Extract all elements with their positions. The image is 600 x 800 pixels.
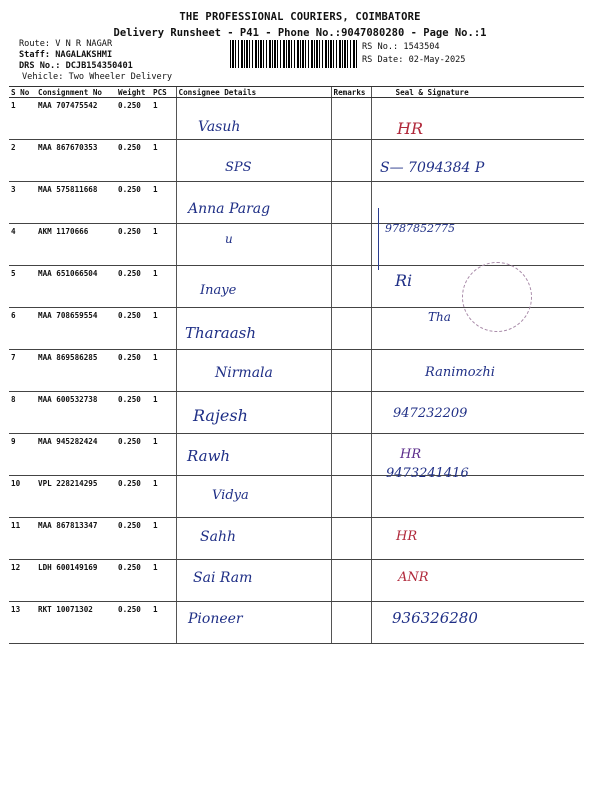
handwritten-signature: Ri (395, 271, 413, 290)
row-sno: 11 (9, 518, 36, 560)
handwritten-consignee-name: Sahh (200, 529, 236, 545)
col-weight-header: Weight (116, 87, 151, 98)
row-sno: 1 (9, 98, 36, 140)
barcode (230, 40, 358, 68)
row-weight: 0.250 (116, 308, 151, 350)
route-text: Route: V N R NAGAR (19, 39, 113, 49)
row-remarks-cell (331, 434, 371, 476)
handwritten-consignee-name: SPS (225, 160, 252, 175)
row-consignment-no: MAA 708659554 (36, 308, 116, 350)
row-sno: 5 (9, 266, 36, 308)
row-consignment-no: MAA 945282424 (36, 434, 116, 476)
runsheet-subtitle: Delivery Runsheet - P41 - Phone No.:9047080280 - Page No.:1 (113, 27, 487, 39)
row-sno: 10 (9, 476, 36, 518)
row-remarks-cell (331, 518, 371, 560)
ink-bracket-line (378, 208, 379, 270)
table-row (9, 434, 584, 476)
vehicle-text: Vehicle: Two Wheeler Delivery (22, 72, 173, 82)
row-pcs: 1 (151, 602, 176, 644)
row-weight: 0.250 (116, 602, 151, 644)
row-consignment-no: MAA 869586285 (36, 350, 116, 392)
row-pcs: 1 (151, 518, 176, 560)
staff-text: Staff: NAGALAKSHMI (19, 50, 113, 60)
row-consignment-no: AKM 1170666 (36, 224, 116, 266)
handwritten-signature: HR (396, 529, 418, 544)
row-weight: 0.250 (116, 350, 151, 392)
row-signature-cell (371, 476, 584, 518)
row-weight: 0.250 (116, 392, 151, 434)
rs-date-text: RS Date: 02-May-2025 (362, 55, 466, 65)
handwritten-consignee-name: Sai Ram (193, 570, 253, 586)
table-row (9, 476, 584, 518)
rs-no-text: RS No.: 1543504 (362, 42, 440, 52)
row-remarks-cell (331, 266, 371, 308)
handwritten-signature: 9787852775 (385, 222, 455, 235)
col-signature-header: Seal & Signature (371, 87, 584, 98)
row-sno: 9 (9, 434, 36, 476)
row-remarks-cell (331, 476, 371, 518)
col-consignment-header: Consignment No (36, 87, 116, 98)
handwritten-signature: 9473241416 (386, 466, 469, 481)
row-weight: 0.250 (116, 476, 151, 518)
row-sno: 6 (9, 308, 36, 350)
handwritten-consignee-name: u (225, 232, 233, 246)
drs-text: DRS No.: DCJB154350401 (19, 61, 133, 71)
table-row (9, 224, 584, 266)
handwritten-consignee-name: Vidya (212, 488, 249, 503)
handwritten-signature: 936326280 (392, 609, 478, 627)
row-consignment-no: MAA 867813347 (36, 518, 116, 560)
row-remarks-cell (331, 560, 371, 602)
handwritten-consignee-name: Rawh (187, 447, 231, 465)
row-sno: 3 (9, 182, 36, 224)
row-weight: 0.250 (116, 224, 151, 266)
handwritten-signature: 947232209 (393, 406, 468, 421)
row-consignment-no: MAA 575811668 (36, 182, 116, 224)
company-title: THE PROFESSIONAL COURIERS, COIMBATORE (179, 11, 421, 23)
row-pcs: 1 (151, 350, 176, 392)
handwritten-signature: Tha (428, 310, 451, 324)
col-sno-header: S No (9, 87, 36, 98)
table-row (9, 392, 584, 434)
row-weight: 0.250 (116, 182, 151, 224)
row-sno: 7 (9, 350, 36, 392)
row-consignment-no: MAA 651066504 (36, 266, 116, 308)
row-remarks-cell (331, 392, 371, 434)
col-remarks-header: Remarks (331, 87, 371, 98)
row-consignment-no: MAA 600532738 (36, 392, 116, 434)
row-pcs: 1 (151, 308, 176, 350)
row-pcs: 1 (151, 224, 176, 266)
row-remarks-cell (331, 140, 371, 182)
row-sno: 4 (9, 224, 36, 266)
table-row (9, 560, 584, 602)
row-pcs: 1 (151, 560, 176, 602)
row-remarks-cell (331, 98, 371, 140)
table-row (9, 98, 584, 140)
handwritten-signature: S— 7094384 P (380, 160, 485, 176)
table-row (9, 518, 584, 560)
row-consignee-cell (176, 140, 331, 182)
row-weight: 0.250 (116, 518, 151, 560)
runsheet-table (9, 86, 584, 644)
col-pcs-header: PCS (151, 87, 176, 98)
handwritten-consignee-name: Vasuh (198, 119, 241, 135)
row-remarks-cell (331, 224, 371, 266)
row-weight: 0.250 (116, 98, 151, 140)
handwritten-consignee-name: Tharaash (185, 324, 257, 342)
handwritten-signature: HR (400, 447, 422, 462)
handwritten-signature: HR (397, 119, 423, 138)
row-pcs: 1 (151, 182, 176, 224)
row-sno: 8 (9, 392, 36, 434)
row-consignment-no: MAA 867670353 (36, 140, 116, 182)
handwritten-consignee-name: Rajesh (193, 406, 248, 425)
row-pcs: 1 (151, 266, 176, 308)
row-pcs: 1 (151, 434, 176, 476)
table-row (9, 140, 584, 182)
handwritten-consignee-name: Inaye (200, 283, 237, 298)
row-sno: 12 (9, 560, 36, 602)
handwritten-signature: ANR (398, 570, 429, 585)
row-signature-cell (371, 182, 584, 224)
row-consignment-no: MAA 707475542 (36, 98, 116, 140)
row-remarks-cell (331, 182, 371, 224)
row-consignee-cell (176, 224, 331, 266)
table-row (9, 350, 584, 392)
handwritten-consignee-name: Nirmala (215, 365, 273, 381)
col-consignee-header: Consignee Details (176, 87, 331, 98)
row-consignment-no: RKT 10071302 (36, 602, 116, 644)
row-remarks-cell (331, 350, 371, 392)
table-header-row (9, 87, 584, 98)
row-sno: 2 (9, 140, 36, 182)
row-pcs: 1 (151, 476, 176, 518)
row-weight: 0.250 (116, 434, 151, 476)
table-row (9, 182, 584, 224)
seal-stamp (462, 262, 532, 332)
handwritten-consignee-name: Pioneer (188, 611, 243, 627)
row-weight: 0.250 (116, 140, 151, 182)
row-consignment-no: LDH 600149169 (36, 560, 116, 602)
row-pcs: 1 (151, 140, 176, 182)
row-sno: 13 (9, 602, 36, 644)
row-weight: 0.250 (116, 266, 151, 308)
row-remarks-cell (331, 308, 371, 350)
handwritten-signature: Ranimozhi (425, 365, 495, 380)
row-consignment-no: VPL 228214295 (36, 476, 116, 518)
table-row (9, 602, 584, 644)
row-remarks-cell (331, 602, 371, 644)
row-consignee-cell (176, 476, 331, 518)
row-pcs: 1 (151, 98, 176, 140)
row-weight: 0.250 (116, 560, 151, 602)
row-pcs: 1 (151, 392, 176, 434)
handwritten-consignee-name: Anna Parag (188, 201, 271, 217)
